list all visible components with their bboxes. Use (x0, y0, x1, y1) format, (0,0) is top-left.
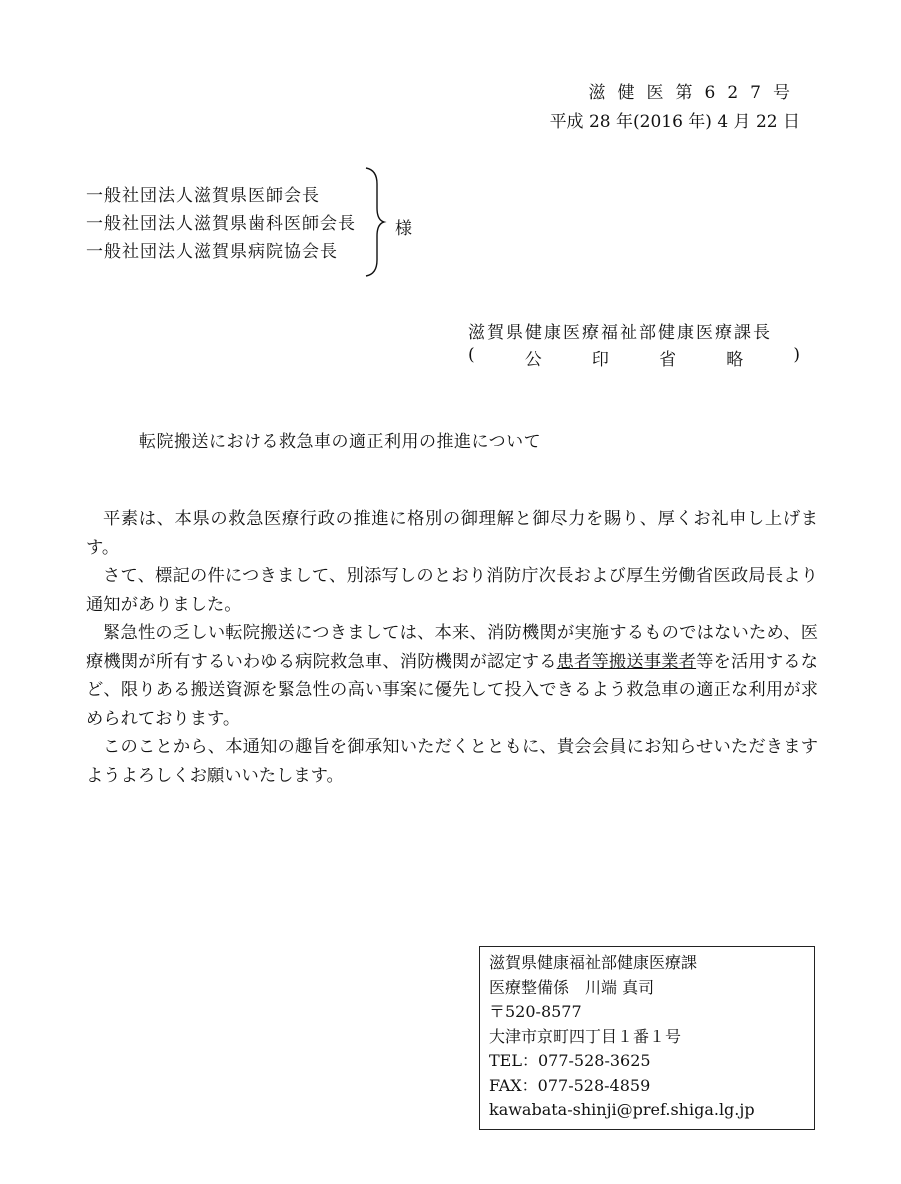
contact-fax: FAX：077-528-4859 (489, 1075, 651, 1095)
recipient-line: 一般社団法人滋賀県歯科医師会長 (86, 214, 356, 234)
sender-title: 滋賀県健康医療福祉部健康医療課長 (468, 323, 772, 343)
seal-note-char: 略 (726, 350, 744, 370)
recipient-line: 一般社団法人滋賀県医師会長 (86, 186, 320, 206)
recipient-list (86, 182, 356, 266)
body-text (86, 505, 818, 790)
seal-omitted-note (468, 345, 800, 370)
underlined-term: 患者等搬送事業者 (556, 651, 697, 672)
seal-note-char: ( (468, 345, 475, 365)
contact-email: kawabata-shinji@pref.shiga.lg.jp (489, 1100, 755, 1119)
body-text-segment: 緊急性の乏しい転院搬送につきましては、本来、消防機関が実施するものではないため、医療機関が所有するいわゆる病院救急車、消防機関が認定する (86, 623, 818, 672)
contact-box (479, 946, 815, 1130)
issue-date: 平成 28 年(2016 年) 4 月 22 日 (549, 112, 800, 132)
contact-person: 医療整備係 川端 真司 (489, 977, 655, 997)
body-paragraph: 平素は、本県の救急医療行政の推進に格別の御理解と御尽力を賜り、厚くお礼申し上げます。 (86, 509, 818, 558)
right-brace-icon (363, 166, 387, 278)
contact-postal-code: 〒520-8577 (489, 1002, 582, 1021)
honorific: 様 (395, 219, 412, 239)
body-paragraph: さて、標記の件につきまして、別添写しのとおり消防庁次長および厚生労働省医政局長より通知がありました。 (86, 566, 818, 615)
body-text-segment: 等を活用するなど、限りある搬送資源を緊急性の高い事案に優先して投入できるよう救急車の適正な利用が求められております。 (86, 651, 818, 729)
document-number: 滋健医第627号 (588, 83, 802, 103)
seal-note-char: 省 (659, 350, 677, 370)
body-paragraph (86, 619, 818, 733)
seal-note-char: ) (793, 345, 800, 365)
contact-address: 大津市京町四丁目１番１号 (489, 1026, 682, 1046)
contact-tel: TEL：077-528-3625 (489, 1051, 651, 1070)
document-subject: 転院搬送における救急車の適正利用の推進について (139, 432, 542, 452)
seal-note-char: 印 (591, 350, 609, 370)
recipient-line: 一般社団法人滋賀県病院協会長 (86, 242, 338, 262)
contact-department: 滋賀県健康福祉部健康医療課 (489, 953, 698, 972)
seal-note-char: 公 (524, 350, 542, 370)
body-paragraph: このことから、本通知の趣旨を御承知いただくとともに、貴会会員にお知らせいただきますようよろしくお願いいたします。 (86, 737, 818, 786)
